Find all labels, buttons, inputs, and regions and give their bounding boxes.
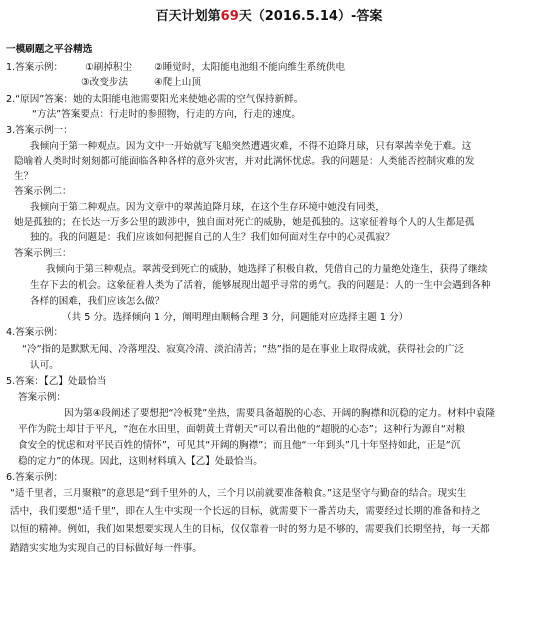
q5-example-label: 答案示例： (18, 392, 66, 403)
q3-text: 生存下去的机会。这象征着人类为了活着，能够展现出超乎寻常的勇气。我的问题是：人的一生中会遇到各种 (30, 280, 491, 291)
q4-text: “冷”指的是默默无闻、冷落埋没、寂寞冷清、淡泊清苦；“热”指的是在事业上取得成就，获得社会的广泛 (22, 344, 465, 355)
q3-example-1-label: 3.答案示例一： (6, 125, 73, 136)
q6-label: 6.答案示例： (6, 472, 64, 483)
q3-text: 我倾向于第一种观点。因为文中一开始就写飞船突然遭遇灾难，不得不迫降月球，只有翠茜幸免于难。这 (30, 141, 472, 152)
page-title (0, 8, 538, 26)
q2-method: “方法”答案要点：行走时的参照物，行走的方向，行走的速度。 (32, 109, 301, 120)
q6-text: 踏踏实实地为实现自己的目标做好每一件事。 (10, 543, 202, 554)
q3-text: 隐喻着人类时时刻刻都可能面临各种各样的意外灾害，并对此满怀忧虑。我的问题是：人类能否控制灾难的发 (14, 156, 475, 167)
q1-line (6, 61, 345, 74)
q1-item-2: ②睡觉时，太阳能电池组不能向维生系统供电 (154, 62, 345, 73)
q5-text: 稳的定力”的体现。因此，这则材料填入【乙】处最恰当。 (18, 456, 263, 467)
title-day-number: 69 (220, 9, 239, 24)
section-heading: 一模刷题之平谷精选 (6, 44, 93, 55)
q1-item-3: ③改变步法 (81, 77, 128, 88)
q1-item-4: ④爬上山顶 (153, 77, 201, 88)
q3-text: 生？ (14, 171, 34, 182)
q5-answer: 5.答案：【乙】处最恰当 (6, 376, 107, 387)
q1-item-1: ①刷掉积尘 (85, 62, 133, 73)
q6-text: 以恒的精神。例如，我们如果想要实现人生的目标，仅仅靠着一时的努力是不够的，需要我们长期坚持，每一天都 (10, 524, 490, 535)
q3-example-2-label: 答案示例二： (14, 186, 72, 197)
q3-text: 我倾向于第三种观点。翠茜受到死亡的威胁，她选择了积极自救，凭借自己的力量绝处逢生，获得了继续 (46, 264, 488, 275)
q1-line-2 (81, 76, 201, 89)
q4-label: 4.答案示例： (6, 327, 64, 338)
title-prefix: 百天计划第 (155, 9, 221, 24)
q1-label: 1.答案示例： (6, 62, 64, 73)
q3-text: 独的。我的问题是：我们应该如何把握自己的人生？我们如何面对生存中的心灵孤寂？ (30, 232, 395, 243)
q2-reason: 2.“原因”答案：她的太阳能电池需要阳光来使她必需的空气保持新鲜。 (6, 94, 304, 105)
q6-text: 活中，我们要想“适千里”，即在人生中实现一个长远的目标，就需要下一番苦功夫，需要经过长期的准备和持之 (10, 506, 481, 517)
title-suffix: 天（2016.5.14）-答案 (238, 9, 383, 24)
q5-text: 平作为院士却甘于平凡，“泡在水田里，面朝黄土背朝天”可以看出他的“超脱的心态”；这种行为源自“对粮 (18, 424, 465, 435)
q3-text: 我倾向于第二种观点。因为文章中的翠茜迫降月球，在这个生存环境中她没有同类， (30, 202, 385, 213)
q3-text: 她是孤独的；在长达一万多公里的跋涉中，独自面对死亡的威胁，她是孤独的。这家征着每个人的人生都是孤 (14, 217, 475, 228)
q3-scoring-note: （共 5 分。选择倾向 1 分，阐明理由顺畅合理 3 分，问题能对应选择主题 1 分） (62, 312, 409, 323)
q3-example-3-label: 答案示例三： (14, 248, 72, 259)
q4-text: 认可。 (30, 360, 59, 371)
q5-text: 食安全的忧虑和对平民百姓的情怀”，可见其“开阔的胸襟”；而且他“一年到头”几十年坚持如此，正是“沉 (18, 440, 461, 451)
q3-text: 各样的困难，我们应该怎么做？ (30, 296, 165, 307)
q6-text: “适千里者，三月聚粮”的意思是“到千里外的人，三个月以前就要准备粮食。”这是坚守与勤奋的结合。现实生 (10, 488, 467, 499)
q5-text: 因为第④段阐述了要想把“冷板凳”坐热，需要具备超脱的心态、开阔的胸襟和沉稳的定力。材料中袁隆 (64, 408, 496, 419)
